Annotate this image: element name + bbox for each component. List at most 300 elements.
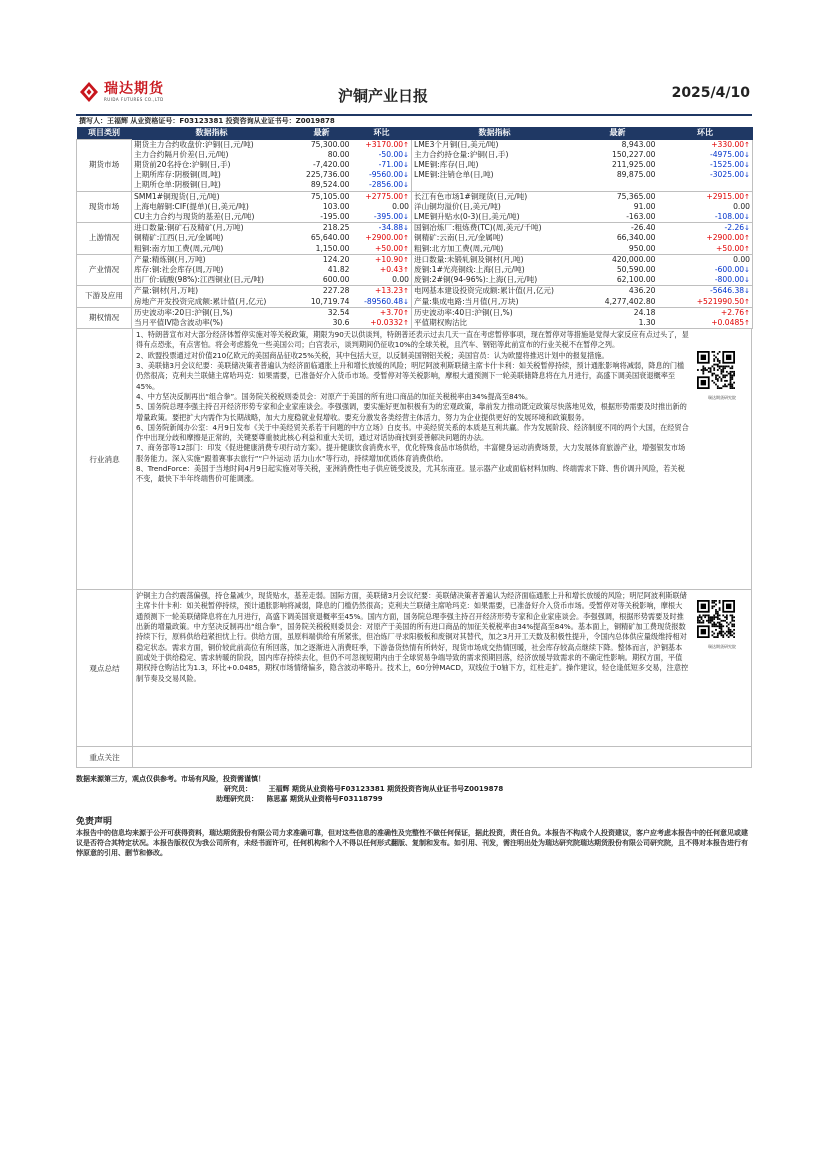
news-item: 2、欧盟投票通过对价值210亿欧元的美国商品征收25%关税，其中包括大豆，以反制美国钢铝关税；美国官员：认为欧盟将推迟计划中的报复措施。 <box>136 350 609 360</box>
col-header-indicator-left: 数据指标 <box>132 127 292 140</box>
news-item: 3、美联储3月会议纪要：美联储决策者普遍认为经济面临通胀上升和增长放缓的风险；明尼阿波利斯联储主席卡什卡利：如关税暂停持续，预计通胀影响将减弱，降息的门槛仍然很高；克利夫兰联储主席哈玛克：如果需要，已准备好介入货币市场。受暂停对等关税影响，摩根大通预测下一轮美联储降息将在九月进行，高盛下调美国衰退概率至45%。 <box>136 361 685 391</box>
arrow-down-icon: ↓ <box>744 265 750 274</box>
indicator-name-text: 历史波动率:20日:沪铜(日,%) <box>134 307 233 317</box>
indicator-name <box>132 318 292 329</box>
change-value-text: +0.0485 <box>711 317 745 327</box>
arrow-up-icon: ↑ <box>403 287 409 296</box>
change-value <box>658 307 753 318</box>
change-value-text: -89560.48 <box>364 296 404 306</box>
latest-value <box>292 212 352 223</box>
latest-value-text: 1.30 <box>638 317 656 327</box>
arrow-down-icon: ↓ <box>744 287 750 296</box>
table-row <box>77 191 753 202</box>
indicator-name-text: LME3个月铜(日,美元/吨) <box>414 139 499 149</box>
change-value <box>352 275 412 286</box>
arrow-up-icon: ↑ <box>403 255 409 264</box>
report-page <box>76 78 752 858</box>
change-value-text: +50.00 <box>716 243 745 253</box>
latest-value <box>578 212 658 223</box>
latest-value <box>292 170 352 180</box>
latest-value-text: 80.00 <box>327 149 350 159</box>
change-value <box>352 170 412 180</box>
indicator-name-text: 上海电解铜:CIF(提单)(日,美元/吨) <box>134 201 249 211</box>
col-header-latest-left: 最新 <box>292 127 352 140</box>
indicator-name <box>412 297 578 308</box>
change-value-text: -2.26 <box>724 223 745 233</box>
latest-value <box>292 318 352 329</box>
indicator-name-text: 铜精矿:云南(日,元/金属吨) <box>414 233 504 243</box>
news-body <box>133 329 751 589</box>
change-value <box>658 275 753 286</box>
latest-value-text: 65,640.00 <box>310 233 350 243</box>
change-value <box>352 286 412 297</box>
indicator-name-text: 上期所仓单:阴极铜(日,吨) <box>134 180 221 190</box>
latest-value <box>292 265 352 275</box>
table-row <box>77 150 753 160</box>
latest-value-text: 211,925.00 <box>612 159 656 169</box>
summary-category: 观点总结 <box>77 590 133 746</box>
indicator-name <box>132 307 292 318</box>
category-cell: 期权情况 <box>77 307 132 328</box>
indicator-name <box>412 212 578 223</box>
change-value <box>658 212 753 223</box>
arrow-down-icon: ↓ <box>403 297 409 306</box>
change-value-text: -5646.38 <box>709 286 745 296</box>
arrow-down-icon: ↓ <box>403 171 409 180</box>
indicator-name <box>132 180 292 191</box>
change-value <box>658 223 753 234</box>
indicator-name <box>132 191 292 202</box>
indicator-name-text: 主力合约持仓量:沪铜(日,手) <box>414 149 509 159</box>
latest-value <box>292 223 352 234</box>
change-value-text: +2900.00 <box>706 233 745 243</box>
focus-category: 重点关注 <box>77 747 133 767</box>
indicator-name-text: LME铜:库存(日,吨) <box>414 159 479 169</box>
indicator-name-text: 洋山铜均溢价(日,美元/吨) <box>414 201 501 211</box>
category-cell: 上游情况 <box>77 223 132 255</box>
arrow-down-icon: ↓ <box>744 276 750 285</box>
change-value-text: +13.23 <box>375 286 404 296</box>
latest-value <box>578 140 658 150</box>
arrow-down-icon: ↓ <box>403 150 409 159</box>
change-value-text: -600.00 <box>714 264 745 274</box>
arrow-down-icon: ↓ <box>403 212 409 221</box>
indicator-name <box>132 265 292 275</box>
indicator-name-text: 国铜冶炼厂:粗炼费(TC)(周,美元/千吨) <box>414 223 542 233</box>
indicator-name-text: 进口数量:铜矿石及精矿(月,万吨) <box>134 223 244 233</box>
qr-code-icon <box>697 351 735 389</box>
indicator-name-text: 上期所库存:阴极铜(周,吨) <box>134 170 221 180</box>
indicator-name-text: 期货前20名持仓:沪铜(日,手) <box>134 159 231 169</box>
arrow-down-icon: ↓ <box>744 160 750 169</box>
change-value-text: -2856.00 <box>368 180 404 190</box>
latest-value <box>578 275 658 286</box>
change-value <box>352 244 412 255</box>
change-value-text: 0.00 <box>392 275 409 285</box>
arrow-up-icon: ↑ <box>403 265 409 274</box>
indicator-name <box>412 140 578 150</box>
qr-code-news <box>697 351 747 404</box>
change-value <box>658 160 753 170</box>
latest-value <box>292 233 352 243</box>
indicator-name-text: 历史波动率:40日:沪铜(日,%) <box>414 307 513 317</box>
indicator-name-text: 平值期权购沽比 <box>414 317 468 327</box>
report-header <box>76 78 752 114</box>
arrow-down-icon: ↓ <box>403 224 409 233</box>
change-value <box>352 202 412 212</box>
latest-value-text: -26.40 <box>631 223 656 233</box>
change-value-text: 0.00 <box>392 201 409 211</box>
latest-value <box>292 275 352 286</box>
indicator-name <box>132 286 292 297</box>
arrow-up-icon: ↑ <box>744 244 750 253</box>
indicator-name-text: 当月平值IV隐含波动率(%) <box>134 317 223 327</box>
data-table <box>76 127 753 329</box>
indicator-name-text: 废铜:2#铜(94-96%):上海(日,元/吨) <box>414 275 538 285</box>
arrow-down-icon: ↓ <box>403 181 409 190</box>
indicator-name <box>132 170 292 180</box>
table-header-row <box>77 127 753 140</box>
arrow-down-icon: ↓ <box>744 212 750 221</box>
latest-value-text: 4,277,402.80 <box>604 296 656 306</box>
latest-value <box>578 254 658 265</box>
indicator-name <box>412 160 578 170</box>
indicator-name-text: 产量:铜材(月,万吨) <box>134 286 199 296</box>
latest-value-text: 8,943.00 <box>621 139 656 149</box>
table-row <box>77 212 753 223</box>
arrow-up-icon: ↑ <box>403 244 409 253</box>
latest-value-text: 218.25 <box>322 223 350 233</box>
latest-value-text: 227.28 <box>322 286 350 296</box>
change-value-text: 0.00 <box>733 254 750 264</box>
arrow-up-icon: ↑ <box>744 192 750 201</box>
indicator-name-text: 期货主力合约收盘价:沪铜(日,元/吨) <box>134 139 254 149</box>
focus-body <box>133 747 751 767</box>
assistant-line <box>76 794 752 804</box>
latest-value-text: 41.82 <box>327 264 350 274</box>
footer <box>76 774 752 804</box>
focus-section <box>76 747 752 768</box>
latest-value-text: 436.20 <box>628 286 656 296</box>
change-value <box>658 191 753 202</box>
qr-code-summary <box>697 600 747 653</box>
table-row <box>77 233 753 243</box>
indicator-name-text: 粗铜:南方加工费(周,元/吨) <box>134 243 224 253</box>
arrow-up-icon: ↑ <box>403 234 409 243</box>
indicator-name-text: 出厂价:硫酸(98%):江西铜业(日,元/吨) <box>134 275 264 285</box>
arrow-up-icon: ↑ <box>744 308 750 317</box>
researcher-info: 王福辉 期货从业资格号F03123381 期货投资咨询从业证书号Z0019878 <box>268 785 504 794</box>
indicator-name <box>412 244 578 255</box>
arrow-up-icon: ↑ <box>403 318 409 327</box>
indicator-name <box>412 170 578 180</box>
latest-value-text: 150,227.00 <box>612 149 656 159</box>
change-value <box>658 254 753 265</box>
report-title: 沪铜产业日报 <box>338 87 429 105</box>
col-header-latest-right: 最新 <box>578 127 658 140</box>
logo-mark-icon <box>78 81 100 103</box>
arrow-up-icon: ↑ <box>403 140 409 149</box>
change-value <box>352 318 412 329</box>
latest-value <box>578 202 658 212</box>
indicator-name-text: 粗铜:北方加工费(周,元/吨) <box>414 243 504 253</box>
latest-value <box>578 318 658 329</box>
latest-value-text: 75,105.00 <box>310 191 350 201</box>
change-value-text: +2900.00 <box>365 233 404 243</box>
indicator-name <box>132 160 292 170</box>
qr-caption: 瑞达期货研究院 <box>708 395 736 401</box>
news-item: 8、TrendForce：美国于当地时间4月9日起实施对等关税，亚洲消费性电子供应链受波及，尤其东南亚。显示器产业或面临材料加购、终端需求下降、售价调升风险，若关税不变，最快下半年终端售价可能调涨。 <box>136 464 685 484</box>
latest-value <box>292 180 352 191</box>
table-row <box>77 307 753 318</box>
change-value <box>658 170 753 180</box>
latest-value <box>578 191 658 202</box>
indicator-name <box>132 244 292 255</box>
indicator-name <box>412 202 578 212</box>
latest-value <box>578 244 658 255</box>
change-value <box>352 180 412 191</box>
latest-value <box>292 244 352 255</box>
report-date: 2025/4/10 <box>671 85 750 101</box>
latest-value-text: 24.18 <box>633 307 656 317</box>
summary-text: 沪铜主力合约震荡偏强，持仓量减少，现货贴水，基差走弱。国际方面，美联储3月会议纪要：美联储决策者普遍认为经济面临通胀上升和增长放缓的风险；明尼阿波利斯联储主席卡什卡利：如关税暂停持续，预计通胀影响将减弱，降息的门槛仍然很高；克利夫兰联储主席哈玛克：如果需要，已准备好介入货币市场。受暂停对等关税影响，摩根大通预测下一轮美联储降息将在九月进行，高盛下调美国衰退概率至45%。国内方面，国务院总理李强主持召开经济形势专家和企业家座谈会。李强强调，根据形势需要及时推出新的增量政策。中方坚决反制再出“组合拳”，国务院关税税则委员会：对原产于美国的所有进口商品的加征关税税率由34%提高至84%。基本面上，铜精矿加工费现货报数持续下行，原料供给趋紧担忧上行。供给方面，虽原料端供给有所紧张，但冶炼厂寻求阳极板和废铜对其替代，加之3月开工天数及积极性提升，令国内总体供应量级维持相对稳定状态。需求方面，铜价较此前高位有所回落，加之逐渐进入消费旺季，下游备货热情有所转好，现货市场成交热情回暖，社会库存较高点继续下降。整体而言，沪铜基本面或处于供给稳定、需求转暖的阶段，国内库存持续去化，但仍不可忽视短期内由于全球贸易争端导致的需求预期回落，经济放缓导致需求的不确定性影响。期权方面，平值期权持仓购沽比为1.3，环比+0.0485，期权市场情绪偏多，隐含波动率略升。技术上，60分钟MACD，双线位于0轴下方，红柱走扩。操作建议，轻仓逢低短多交易，注意控制节奏及交易风险。 <box>136 591 689 683</box>
indicator-name <box>412 286 578 297</box>
indicator-name-text: 电网基本建设投资完成额:累计值(月,亿元) <box>414 286 554 296</box>
indicator-name <box>132 202 292 212</box>
col-header-category: 项目类别 <box>77 127 132 140</box>
latest-value <box>292 140 352 150</box>
table-row <box>77 297 753 308</box>
change-value <box>658 180 753 191</box>
news-category: 行业消息 <box>77 329 133 589</box>
arrow-down-icon: ↓ <box>744 171 750 180</box>
table-row <box>77 275 753 286</box>
change-value <box>658 265 753 275</box>
latest-value <box>292 150 352 160</box>
arrow-down-icon: ↓ <box>403 160 409 169</box>
category-cell: 产业情况 <box>77 254 132 286</box>
change-value-text: -800.00 <box>714 275 745 285</box>
change-value <box>658 297 753 308</box>
indicator-name-text: 产量:精炼铜(月,万吨) <box>134 254 206 264</box>
change-value-text: +3170.00 <box>365 139 404 149</box>
indicator-name <box>412 265 578 275</box>
change-value-text: -71.00 <box>378 159 404 169</box>
category-cell: 现货市场 <box>77 191 132 223</box>
arrow-down-icon: ↓ <box>744 150 750 159</box>
latest-value <box>292 202 352 212</box>
change-value <box>352 191 412 202</box>
latest-value-text: 950.00 <box>628 243 656 253</box>
change-value <box>352 223 412 234</box>
change-value <box>658 150 753 160</box>
arrow-up-icon: ↑ <box>403 192 409 201</box>
indicator-name <box>132 297 292 308</box>
indicator-name <box>132 223 292 234</box>
news-item: 4、中方坚决反制再出“组合拳”。国务院关税税则委员会：对原产于美国的所有进口商品的加征关税税率由34%提高至84%。 <box>136 391 533 401</box>
table-row <box>77 202 753 212</box>
latest-value <box>292 160 352 170</box>
change-value <box>658 140 753 150</box>
indicator-name <box>412 150 578 160</box>
latest-value <box>578 160 658 170</box>
latest-value-text: 91.00 <box>633 201 656 211</box>
indicator-name-text: 产量:集成电路:当月值(月,万块) <box>414 296 519 306</box>
indicator-name <box>132 275 292 286</box>
latest-value <box>578 180 658 191</box>
latest-value-text: -195.00 <box>320 211 350 221</box>
arrow-down-icon: ↓ <box>744 224 750 233</box>
table-row <box>77 223 753 234</box>
change-value <box>352 254 412 265</box>
latest-value-text: 420,000.00 <box>612 254 656 264</box>
latest-value-text: 600.00 <box>322 275 350 285</box>
latest-value-text: 103.00 <box>322 201 350 211</box>
table-row <box>77 160 753 170</box>
change-value <box>352 140 412 150</box>
logo-chinese-name: 瑞达期货 <box>104 81 164 97</box>
change-value <box>658 233 753 243</box>
change-value-text: -9560.00 <box>368 170 404 180</box>
arrow-up-icon: ↑ <box>744 318 750 327</box>
latest-value <box>292 297 352 308</box>
latest-value <box>292 307 352 318</box>
latest-value <box>578 307 658 318</box>
indicator-name-text: 库存:铜:社会库存(周,万吨) <box>134 264 224 274</box>
latest-value-text: 89,524.00 <box>310 180 350 190</box>
assistant-label: 助理研究员： <box>216 795 258 804</box>
indicator-name <box>132 150 292 160</box>
arrow-up-icon: ↑ <box>403 308 409 317</box>
change-value-text: -50.00 <box>378 149 404 159</box>
change-value <box>352 160 412 170</box>
change-value <box>658 202 753 212</box>
indicator-name <box>132 254 292 265</box>
latest-value-text: 75,300.00 <box>310 139 350 149</box>
change-value-text: +0.43 <box>379 264 404 274</box>
disclaimer-title: 免责声明 <box>76 817 113 828</box>
change-value-text: +330.00 <box>711 139 745 149</box>
indicator-name-text: 主力合约隔月价差(日,元/吨) <box>134 149 229 159</box>
arrow-up-icon: ↑ <box>744 234 750 243</box>
indicator-name-text: 铜精矿:江西(日,元/金属吨) <box>134 233 224 243</box>
change-value-text: -395.00 <box>373 211 404 221</box>
latest-value-text: 124.20 <box>322 254 350 264</box>
latest-value <box>292 254 352 265</box>
indicator-name <box>412 191 578 202</box>
latest-value-text: 50,590.00 <box>616 264 656 274</box>
news-item: 1、特朗普宣布对大部分经济体暂停实施对等关税政策，期限为90天以供谈判，特朗普还表示过去几天一直在考虑暂停事项，现在暂停对等措施是觉得大家反应有点过头了，显得有点恐张，有点害怕。将会考虑豁免一些美国公司；白宫表示，谈判期间仍征收10%的全球关税，且汽车、钢铝等此前宣布的行业关税不在暂停之列。 <box>136 330 689 350</box>
col-header-change-right: 环比 <box>658 127 753 140</box>
latest-value-text: 62,100.00 <box>616 275 656 285</box>
latest-value <box>578 297 658 308</box>
latest-value <box>578 265 658 275</box>
change-value-text: +2915.00 <box>706 191 745 201</box>
col-header-change-left: 环比 <box>352 127 412 140</box>
latest-value <box>292 286 352 297</box>
latest-value-text: 32.54 <box>327 307 350 317</box>
indicator-name <box>412 180 578 191</box>
latest-value-text: -163.00 <box>626 211 656 221</box>
change-value-text: -1525.00 <box>709 159 745 169</box>
change-value <box>658 286 753 297</box>
indicator-name-text: 进口数量:未锻轧铜及铜材(月,吨) <box>414 254 524 264</box>
arrow-up-icon: ↑ <box>744 297 750 306</box>
latest-value <box>578 233 658 243</box>
change-value <box>352 297 412 308</box>
indicator-name-text: 废铜:1#光亮铜线:上海(日,元/吨) <box>414 264 525 274</box>
change-value <box>352 265 412 275</box>
change-value-text: +3.70 <box>379 307 404 317</box>
col-header-indicator-right: 数据指标 <box>412 127 578 140</box>
qr-code-icon <box>697 600 735 638</box>
change-value-text: -108.00 <box>714 211 745 221</box>
table-row <box>77 286 753 297</box>
logo-english-name: RUIDA FUTURES CO.,LTD <box>104 97 164 102</box>
table-row <box>77 140 753 150</box>
change-value-text: -3025.00 <box>709 170 745 180</box>
change-value-text: 0.00 <box>733 201 750 211</box>
indicator-name-text: LME铜:注销仓单(日,吨) <box>414 170 494 180</box>
indicator-name <box>132 233 292 243</box>
latest-value-text: 75,365.00 <box>616 191 656 201</box>
latest-value-text: -7,420.00 <box>312 159 350 169</box>
latest-value <box>578 223 658 234</box>
indicator-name <box>132 212 292 223</box>
change-value-text: +10.90 <box>375 254 404 264</box>
indicator-name <box>412 223 578 234</box>
researcher-label: 研究员： <box>224 785 252 794</box>
change-value-text: -34.88 <box>378 223 404 233</box>
latest-value-text: 30.6 <box>332 317 350 327</box>
change-value <box>352 233 412 243</box>
table-row <box>77 265 753 275</box>
news-item: 5、国务院总理李强主持召开经济形势专家和企业家座谈会。李强强调，要实施好更加积极有为的宏观政策，靠前发力推动既定政策尽快落地见效，根据形势需要及时推出新的增量政策。要把扩大内需作为长期战略，加大力度稳就业促增收。要充分激发各类经营主体活力，努力为企业提供更好的发展环境和政策服务。 <box>136 402 687 422</box>
latest-value <box>292 191 352 202</box>
latest-value-text: 225,736.00 <box>306 170 350 180</box>
table-row <box>77 180 753 191</box>
change-value-text: +0.0332 <box>370 317 404 327</box>
latest-value <box>578 286 658 297</box>
change-value-text: +2.76 <box>720 307 745 317</box>
arrow-up-icon: ↑ <box>744 140 750 149</box>
indicator-name <box>412 318 578 329</box>
qr-caption: 瑞达期货研究院 <box>708 644 736 650</box>
summary-body <box>133 590 751 746</box>
change-value <box>658 318 753 329</box>
table-row <box>77 170 753 180</box>
change-value-text: +50.00 <box>375 243 404 253</box>
company-logo <box>78 81 164 103</box>
category-cell: 期货市场 <box>77 140 132 192</box>
latest-value-text: 10,719.74 <box>310 296 350 306</box>
indicator-name-text: 房地产开发投资完成额:累计值(月,亿元) <box>134 296 267 306</box>
risk-note: 数据来源第三方，观点仅供参考。市场有风险，投资需谨慎！ <box>76 775 265 784</box>
indicator-name-text: 长江有色市场1#铜现货(日,元/吨) <box>414 191 528 201</box>
change-value-text: -4975.00 <box>709 149 745 159</box>
latest-value-text: 89,875.00 <box>616 170 656 180</box>
news-item: 6、国务院新闻办公室：4月9日发布《关于中美经贸关系若干问题的中方立场》白皮书。中美经贸关系的本质是互利共赢。作为发展阶段、经济制度不同的两个大国，在经贸合作中出现分歧和摩擦是正常的，关键要尊重彼此核心利益和重大关切，通过对话协商找到妥善解决问题的办法。 <box>136 422 689 443</box>
latest-value-text: 66,340.00 <box>616 233 656 243</box>
indicator-name-text: SMM1#铜现货(日,元/吨) <box>134 191 220 201</box>
indicator-name <box>412 233 578 243</box>
change-value-text: +2775.00 <box>365 191 404 201</box>
latest-value-text: 1,150.00 <box>315 243 350 253</box>
table-row <box>77 318 753 329</box>
change-value-text: +521990.50 <box>696 296 745 306</box>
table-row <box>77 254 753 265</box>
summary-section <box>76 590 752 747</box>
